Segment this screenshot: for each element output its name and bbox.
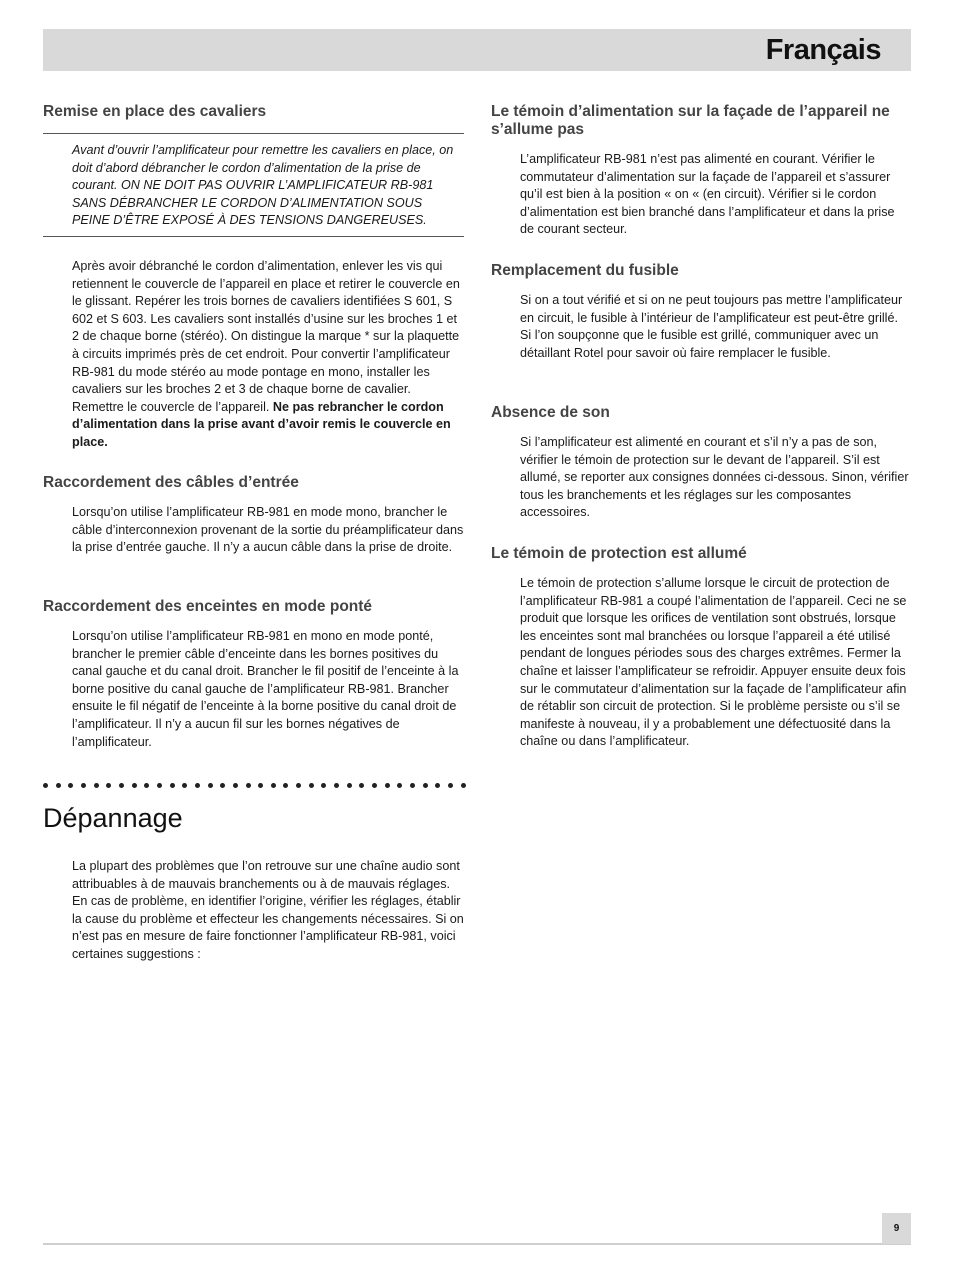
no-sound-body: Si l’amplificateur est alimenté en courant et s’il n’y a pas de son, vérifier le témoin de protection sur le devant de l’appareil. S’il est allumé, se reporter aux consignes données ci-dessous. Sinon, vérifier tous les branchements et les réglages sur les composantes accessoires.: [520, 435, 909, 520]
bridged-speakers-body: Lorsqu’on utilise l’amplificateur RB-981 en mono en mode ponté, brancher le premier câble d’enceinte dans les bornes positives du canal gauche et du canal droit. Brancher le fil positif de l’enceinte à la borne positive du canal gauche de l’amplificateur RB-981. Brancher ensuite le fil négatif de l’enceinte à la borne positive du canal droit de l’amplificateur. Il n’y a aucun fil sur les bornes négatives de l’amplificateur.: [72, 629, 459, 749]
cavaliers-body-bold: Ne pas rebrancher le cordon d’alimentation dans la prise avant d’avoir remis le couvercle en place.: [72, 399, 451, 449]
troubleshooting-title: Dépannage: [43, 803, 183, 833]
section-heading-power-led: Le témoin d’alimentation sur la façade de l’appareil ne s’allume pas: [491, 103, 890, 138]
protection-led-body: Le témoin de protection s’allume lorsque le circuit de protection de l’amplificateur RB-981 a coupé l’alimentation de l’appareil. Ceci ne se produit que lorsque les orifices de ventilation sont obstrués, lorsque les enceintes sont mal branchées ou lorsque l’appareil a été utilisé pendant de longues périodes sous des charges extrêmes. Fermer la chaîne et laisser l’amplificateur se refroidir. Appuyer ensuite deux fois sur le commutateur d’alimentation sur la façade de l’amplificateur afin de rétablir son circuit de protection. Si le problème persiste ou s’il se manifeste à nouveau, il y a probablement une défectuosité dans la chaîne ou dans l’amplificateur.: [520, 576, 907, 749]
cavaliers-body-text: Après avoir débranché le cordon d’alimentation, enlever les vis qui retiennent le couvercle de l’appareil en place et retirer le couvercle en le glissant. Repérer les trois bornes de cavaliers identifiées S 601, S 602 et S 603. Les cavaliers sont installés d’usine sur les broches 1 et 2 de chaque borne (stéréo). On distingue la marque * sur la plaquette à circuits imprimés près de cet endroit. Pour convertir l’amplificateur RB-981 du mode stéréo au mode pontage en mono, installer les cavaliers sur les broches 2 et 3 de chaque borne de cavalier. Remettre le couvercle de l’appareil.: [72, 259, 460, 414]
warning-box: [43, 133, 464, 237]
section-heading-bridged-speakers: Raccordement des enceintes en mode ponté: [43, 598, 373, 615]
section-heading-cavaliers: Remise en place des cavaliers: [43, 103, 267, 120]
troubleshooting-intro: La plupart des problèmes que l’on retrouve sur une chaîne audio sont attribuables à de mauvais branchements ou à de mauvais réglages. En cas de problème, en identifier l’origine, vérifier les réglages, établir la cause du problème et effecteur les changements nécessaires. Si on n’est pas en mesure de faire fonctionner l’amplificateur RB-981, voici certaines suggestions :: [72, 859, 464, 961]
language-title: Français: [765, 34, 881, 66]
input-cables-body: Lorsqu’on utilise l’amplificateur RB-981 en mode mono, brancher le câble d’interconnexion provenant de la sortie du préamplificateur dans la prise d’entrée gauche. Il n’y a aucun câble dans la prise de droite.: [72, 505, 464, 555]
dotted-separator: [43, 781, 466, 789]
section-heading-no-sound: Absence de son: [491, 404, 610, 421]
section-heading-input-cables: Raccordement des câbles d’entrée: [43, 474, 299, 491]
section-heading-protection-led: Le témoin de protection est allumé: [491, 545, 747, 562]
footer-rule: [43, 1243, 911, 1245]
cavaliers-body: [72, 258, 464, 452]
power-led-body: L’amplificateur RB-981 n’est pas alimenté en courant. Vérifier le commutateur d’alimentation sur la façade de l’appareil et s’assurer qu’il est bien à la position « on « (en circuit). Vérifier si le cordon d’alimentation est bien branché dans l’amplificateur et dans la prise de courant secteur.: [520, 152, 895, 237]
warning-text: Avant d’ouvrir l’amplificateur pour remettre les cavaliers en place, on doit d’abord débrancher le cordon d’alimentation de la prise de courant. ON NE DOIT PAS OUVRIR L’AMPLIFICATEUR RB-981 SANS DÉBRANCHER LE CORDON D’ALIMENTATION SOUS PEINE D’ÊTRE EXPOSÉ À DES TENSIONS DANGEREUSES.: [72, 143, 454, 228]
fuse-body: Si on a tout vérifié et si on ne peut toujours pas mettre l’amplificateur en circuit, le fusible à l’intérieur de l’amplificateur est peut-être grillé. Si l’on soupçonne que le fusible est grillé, communiquer avec un détaillant Rotel pour savoir où faire remplacer le fusible.: [520, 293, 903, 360]
section-heading-fuse: Remplacement du fusible: [491, 262, 679, 279]
header-bar: [43, 29, 911, 71]
page-number: 9: [882, 1213, 911, 1244]
